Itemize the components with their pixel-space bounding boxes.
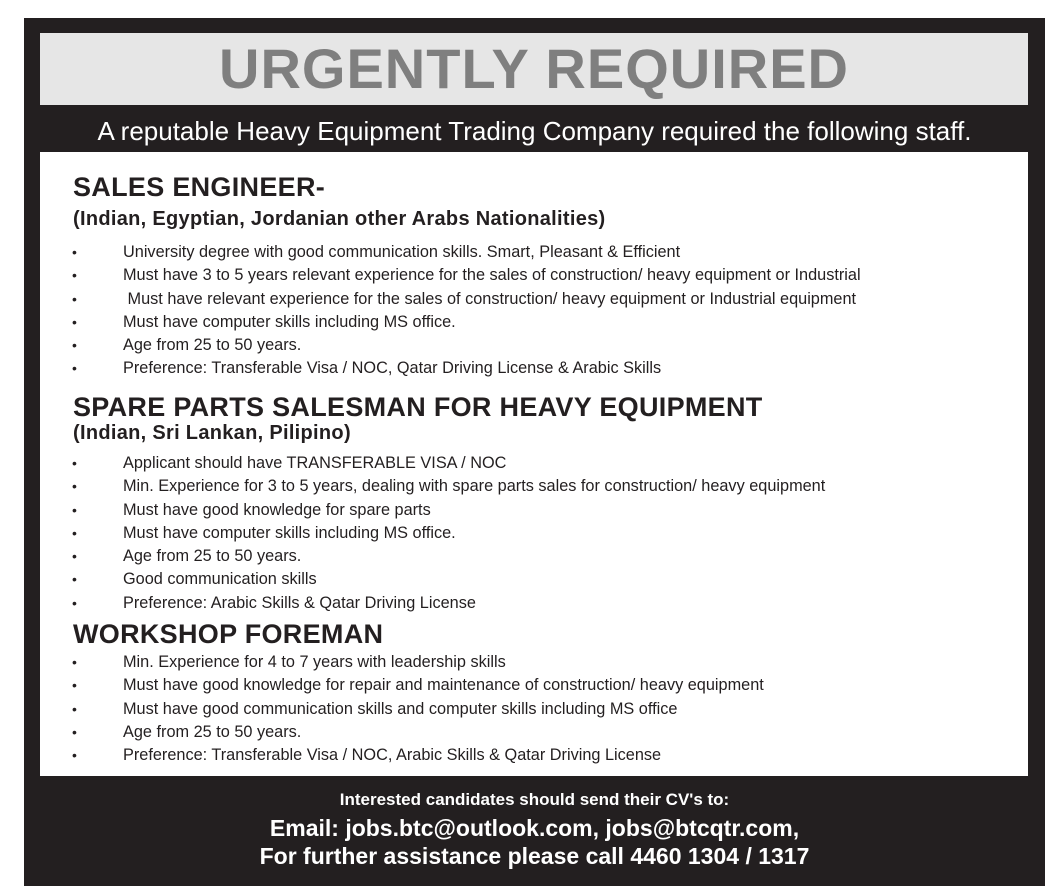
bullet-icon: • bbox=[72, 244, 77, 260]
list-item: • Must have computer skills including MS office. bbox=[40, 311, 1028, 334]
bullet-icon: • bbox=[72, 723, 77, 740]
workshop-foreman-requirements bbox=[40, 651, 1028, 767]
section-title-spare-parts-salesman: SPARE PARTS SALESMAN FOR HEAVY EQUIPMENT bbox=[73, 392, 763, 422]
list-item: • Age from 25 to 50 years. bbox=[40, 545, 1028, 568]
list-item: • Good communication skills bbox=[40, 568, 1028, 591]
list-item: • Applicant should have TRANSFERABLE VISA / NOC bbox=[40, 452, 1028, 475]
list-item: • Age from 25 to 50 years. bbox=[40, 334, 1028, 357]
bullet-icon: • bbox=[72, 501, 77, 518]
list-item: • Must have relevant experience for the sales of construction/ heavy equipment or Industrial equipment bbox=[40, 288, 1028, 311]
list-item: • Min. Experience for 3 to 5 years, dealing with spare parts sales for construction/ heavy equipment bbox=[40, 475, 1028, 498]
bullet-icon: • bbox=[72, 290, 77, 307]
spare-parts-salesman-requirements bbox=[40, 452, 1028, 615]
section-subtitle-sales-engineer: (Indian, Egyptian, Jordanian other Arabs Nationalities) bbox=[73, 208, 606, 230]
bullet-icon: • bbox=[72, 267, 77, 284]
list-item: • Must have good knowledge for repair and maintenance of construction/ heavy equipment bbox=[40, 674, 1028, 697]
intro-text: A reputable Heavy Equipment Trading Company required the following staff. bbox=[97, 116, 972, 146]
section-title-sales-engineer: SALES ENGINEER- bbox=[73, 172, 326, 202]
list-item: • Min. Experience for 4 to 7 years with leadership skills bbox=[40, 651, 1028, 674]
bullet-icon: • bbox=[72, 654, 77, 670]
bullet-icon: • bbox=[72, 478, 77, 495]
list-item: • Must have good communication skills and computer skills including MS office bbox=[40, 698, 1028, 721]
banner-title: URGENTLY REQUIRED bbox=[40, 33, 1028, 105]
list-item: • Must have good knowledge for spare parts bbox=[40, 499, 1028, 522]
list-item: • Preference: Transferable Visa / NOC, Arabic Skills & Qatar Driving License bbox=[40, 744, 1028, 767]
footer-email: Email: jobs.btc@outlook.com, jobs@btcqtr.com, bbox=[269, 815, 800, 841]
bullet-icon: • bbox=[72, 548, 77, 565]
bullet-icon: • bbox=[72, 313, 77, 330]
list-item: • Preference: Transferable Visa / NOC, Qatar Driving License & Arabic Skills bbox=[40, 357, 1028, 380]
footer-phone: For further assistance please call 4460 1304 / 1317 bbox=[259, 843, 810, 869]
content-panel bbox=[40, 152, 1028, 776]
bullet-icon: • bbox=[72, 360, 77, 377]
sales-engineer-requirements bbox=[40, 241, 1028, 381]
section-title-workshop-foreman: WORKSHOP FOREMAN bbox=[73, 619, 384, 649]
footer-instructions: Interested candidates should send their CV's to: bbox=[339, 790, 730, 809]
bullet-icon: • bbox=[72, 700, 77, 717]
list-item: • Must have 3 to 5 years relevant experience for the sales of construction/ heavy equipment or Industrial bbox=[40, 264, 1028, 287]
bullet-icon: • bbox=[72, 747, 77, 764]
job-advertisement bbox=[24, 18, 1045, 886]
list-item: • Must have computer skills including MS office. bbox=[40, 522, 1028, 545]
bullet-icon: • bbox=[72, 455, 77, 471]
bullet-icon: • bbox=[72, 571, 77, 588]
bullet-icon: • bbox=[72, 337, 77, 354]
list-item: • Age from 25 to 50 years. bbox=[40, 721, 1028, 744]
bullet-icon: • bbox=[72, 594, 77, 611]
bullet-icon: • bbox=[72, 524, 77, 541]
bullet-icon: • bbox=[72, 677, 77, 694]
section-subtitle-spare-parts-salesman: (Indian, Sri Lankan, Pilipino) bbox=[73, 422, 351, 444]
list-item: • University degree with good communication skills. Smart, Pleasant & Efficient bbox=[40, 241, 1028, 264]
list-item: • Preference: Arabic Skills & Qatar Driving License bbox=[40, 592, 1028, 615]
